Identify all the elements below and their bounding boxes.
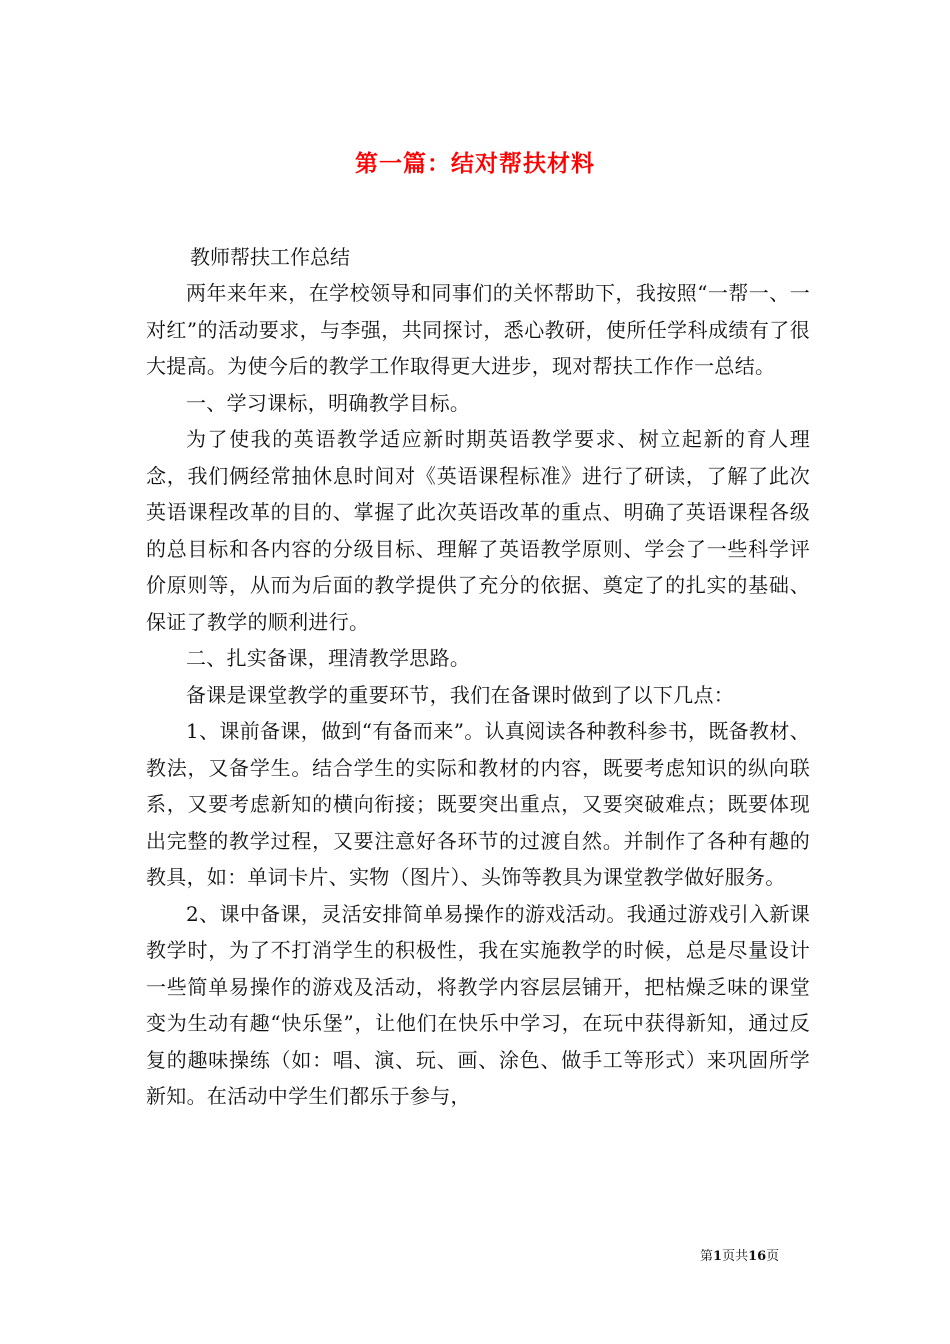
footer-prefix: 第 (700, 1249, 714, 1264)
footer-suffix: 页 (766, 1249, 780, 1264)
footer-middle: 页共 (722, 1249, 749, 1264)
page-title: 第一篇：结对帮扶材料 (355, 150, 595, 178)
section-heading-1: 一、学习课标，明确教学目标。 (186, 390, 471, 415)
document-heading: 教师帮扶工作总结 (190, 245, 350, 269)
page-footer (700, 1248, 779, 1266)
footer-total-pages: 16 (748, 1249, 767, 1264)
paragraph-curriculum: 为了使我的英语教学适应新时期英语教学要求、树立起新的育人理念，我们俩经常抽休息时间对《英语课程标准》进行了研读，了解了此次英语课程改革的目的、掌握了此次英语改革的重点、明确了英语课程各级的总目标和各内容的分级目标、理解了英语教学原则、学会了一些科学评价原则等，从而为后面的教学提供了充分的依据、奠定了的扎实的基础、保证了教学的顺利进行。 (146, 427, 810, 634)
paragraph-in-class-prep: 2、课中备课，灵活安排简单易操作的游戏活动。我通过游戏引入新课教学时，为了不打消学生的积极性，我在实施教学的时候，总是尽量设计一些简单易操作的游戏及活动，将教学内容层层铺开，把枯燥乏味的课堂变为生动有趣“快乐堡”，让他们在快乐中学习，在玩中获得新知，通过反复的趣味操练（如：唱、演、玩、画、涂色、做手工等形式）来巩固所学新知。在活动中学生们都乐于参与， (146, 901, 810, 1108)
paragraph-lesson-prep: 备课是课堂教学的重要环节，我们在备课时做到了以下几点： (186, 682, 735, 707)
footer-current-page: 1 (713, 1249, 723, 1264)
paragraph-pre-class-prep: 1、课前备课，做到“有备而来”。认真阅读各种教科参书，既备教材、教法，又备学生。结合学生的实际和教材的内容，既要考虑知识的纵向联系，又要考虑新知的横向衔接；既要突出重点，又要突破难点；既要体现出完整的教学过程，又要注意好各环节的过渡自然。并制作了各种有趣的教具，如：单词卡片、实物（图片）、头饰等教具为课堂教学做好服务。 (146, 719, 810, 889)
document-body (146, 275, 810, 1115)
paragraph-intro: 两年来年来，在学校领导和同事们的关怀帮助下，我按照“一帮一、一对红”的活动要求，与李强，共同探讨，悉心教研，使所任学科成绩有了很大提高。为使今后的教学工作取得更大进步，现对帮扶工作作一总结。 (146, 281, 810, 378)
section-heading-2: 二、扎实备课，理清教学思路。 (186, 646, 471, 670)
